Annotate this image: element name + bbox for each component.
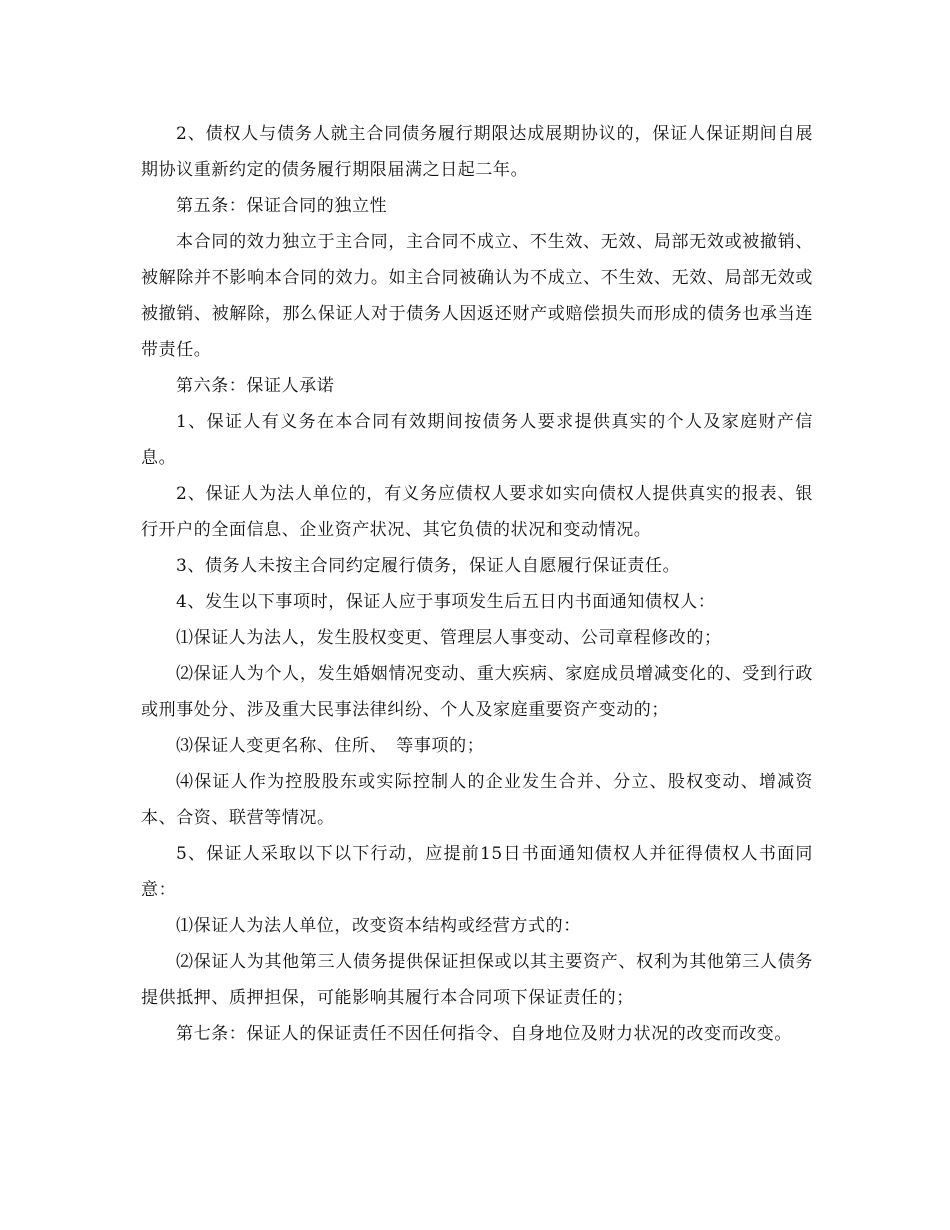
paragraph-art6-clause5-item2: ⑵保证人为其他第三人债务提供保证担保或以其主要资产、权利为其他第三人债务提供抵押、质押担保，可能影响其履行本合同项下保证责任的；	[141, 952, 813, 1008]
heading-article-5: 第五条：保证合同的独立性	[176, 196, 388, 216]
document-body	[141, 116, 813, 1052]
paragraph-art6-clause3: 3、债务人未按主合同约定履行债务，保证人自愿履行保证责任。	[176, 556, 681, 576]
paragraph-art6-clause2: 2、保证人为法人单位的，有义务应债权人要求如实向债权人提供真实的报表、银行开户的全面信息、企业资产状况、其它负债的状况和变动情况。	[141, 484, 813, 540]
paragraph-art5-body: 本合同的效力独立于主合同，主合同不成立、不生效、无效、局部无效或被撤销、被解除并不影响本合同的效力。如主合同被确认为不成立、不生效、无效、局部无效或被撤销、被解除，那么保证人对于债务人因返还财产或赔偿损失而形成的债务也承当连带责任。	[141, 232, 813, 360]
paragraph-article-7: 第七条：保证人的保证责任不因任何指令、自身地位及财力状况的改变而改变。	[176, 1024, 792, 1044]
paragraph-art6-clause5-item1: ⑴保证人为法人单位，改变资本结构或经营方式的：	[176, 916, 581, 936]
heading-article-6: 第六条：保证人承诺	[176, 376, 335, 396]
paragraph-art6-clause4-item2: ⑵保证人为个人，发生婚姻情况变动、重大疾病、家庭成员增减变化的、受到行政或刑事处分、涉及重大民事法律纠纷、个人及家庭重要资产变动的；	[141, 664, 813, 720]
paragraph-art6-clause4-item1: ⑴保证人为法人，发生股权变更、管理层人事变动、公司章程修改的；	[176, 628, 722, 648]
paragraph-art6-clause5: 5、保证人采取以下以下行动，应提前15日书面通知债权人并征得债权人书面同意：	[141, 844, 813, 900]
paragraph-art6-clause1: 1、保证人有义务在本合同有效期间按债务人要求提供真实的个人及家庭财产信息。	[141, 412, 813, 468]
paragraph-art6-clause4-item3: ⑶保证人变更名称、住所、 等事项的；	[176, 736, 485, 756]
paragraph-art4-clause2: 2、债权人与债务人就主合同债务履行期限达成展期协议的，保证人保证期间自展期协议重新约定的债务履行期限届满之日起二年。	[141, 124, 813, 180]
paragraph-art6-clause4: 4、发生以下事项时，保证人应于事项发生后五日内书面通知债权人：	[176, 592, 716, 612]
paragraph-art6-clause4-item4: ⑷保证人作为控股股东或实际控制人的企业发生合并、分立、股权变动、增减资本、合资、联营等情况。	[141, 772, 813, 828]
